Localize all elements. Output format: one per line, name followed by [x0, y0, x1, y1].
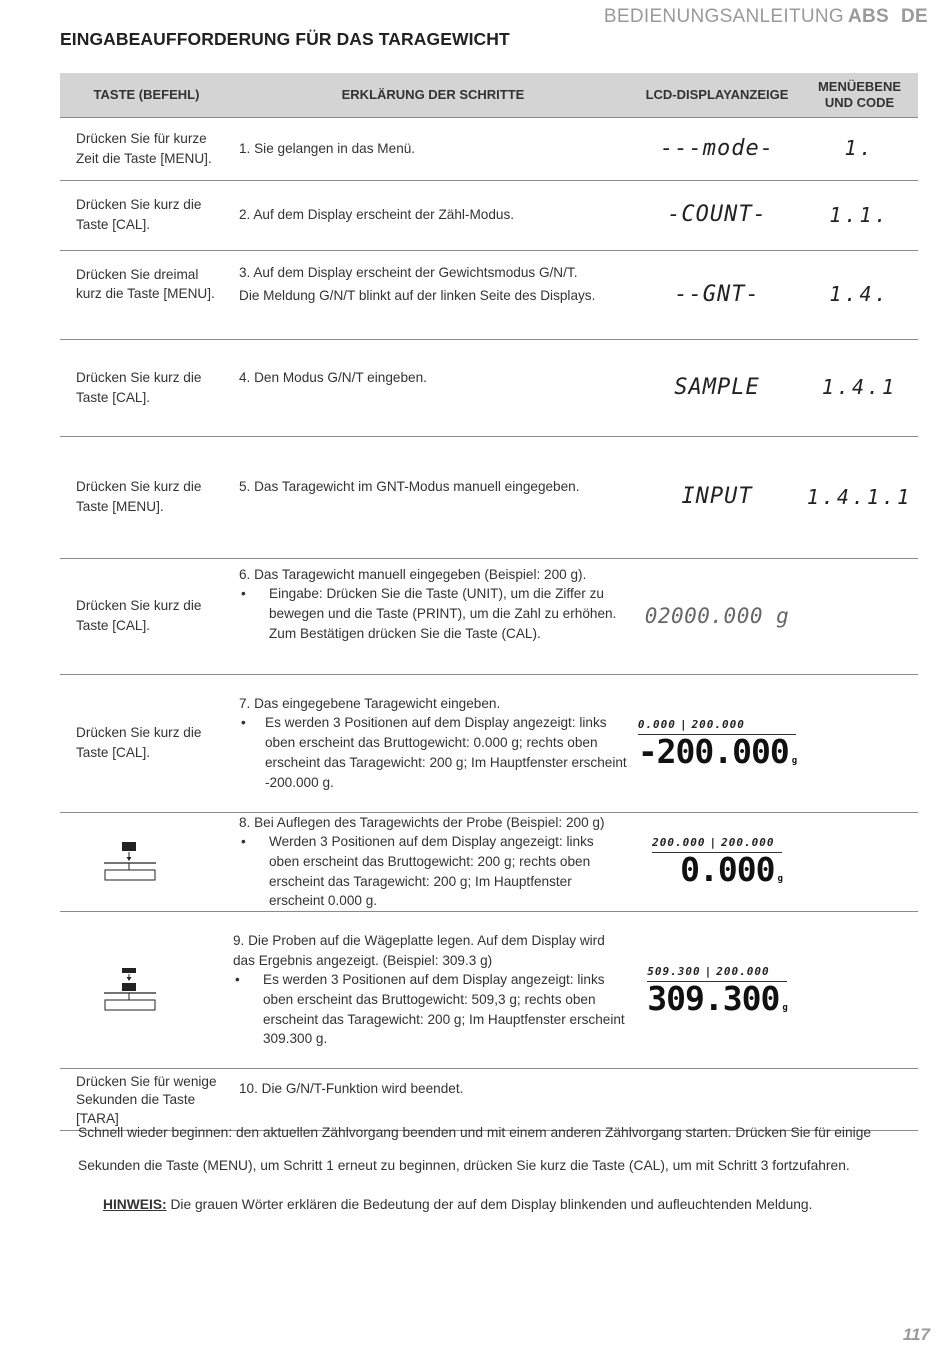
- lcd-main-readout: [652, 850, 782, 890]
- explanation-cell: [233, 117, 633, 180]
- table-row: [60, 912, 918, 1069]
- key-cell: [60, 912, 233, 1069]
- unit-label: g: [782, 1002, 787, 1013]
- code-cell: [801, 674, 918, 812]
- page-title: EINGABEAUFFORDERUNG FÜR DAS TARAGEWICHT: [60, 29, 510, 49]
- lcd-display: ---mode-: [660, 135, 774, 161]
- lcd-cell: [633, 812, 801, 912]
- key-cell: Drücken Sie kurz die Taste [CAL].: [60, 339, 233, 436]
- lcd-cell: [633, 180, 801, 250]
- table-row: [60, 180, 918, 250]
- bullet-item: • Werden 3 Positionen auf dem Display angezeigt: links oben erscheint das Bruttogewicht: 200 g; rechts oben erscheint das Taragewicht: 200 g; Im Hauptfenster erscheint 0.000 g.: [239, 832, 627, 911]
- bullet-item: • Es werden 3 Positionen auf dem Display angezeigt: links oben erscheint das Bruttogewicht: 0.000 g; rechts oben erscheint das Taragewicht: 200 g; Im Hauptfenster erscheint -200.000 g.: [239, 713, 627, 792]
- explanation-cell: [233, 180, 633, 250]
- restart-paragraph: Schnell wieder beginnen: den aktuellen Zählvorgang beenden und mit einem anderen Zählvorgang starten. Drücken Sie für einige Sekunden die Taste (MENU), um Schritt 1 erneut zu beginnen, drücken Sie kurz die Taste (CAL), um mit Schritt 3 fortzufahren.: [78, 1125, 872, 1173]
- bullet-list: [239, 713, 627, 792]
- lcd-cell: [633, 558, 801, 674]
- step-text: Die Meldung G/N/T blinkt auf der linken Seite des Displays.: [239, 288, 596, 304]
- tare-weight: 200.000: [721, 836, 775, 850]
- page-number: 117: [902, 1325, 930, 1344]
- lcd-top-readout: 509.300 | 200.000: [647, 964, 787, 982]
- lcd-cell: [633, 250, 801, 339]
- lcd-top-readout: 0.000 | 200.000: [638, 717, 796, 735]
- main-weight: 0.000: [680, 850, 775, 890]
- key-cell: [60, 812, 233, 912]
- lcd-display: INPUT: [681, 484, 753, 510]
- key-cell: Drücken Sie für kurze Zeit die Taste [MENU].: [60, 117, 233, 180]
- bullet-list: [239, 832, 627, 911]
- step-text: 2. Auf dem Display erscheint der Zähl-Modus.: [239, 207, 515, 223]
- key-cell: Drücken Sie kurz die Taste [CAL].: [60, 558, 233, 674]
- steps-table: [60, 73, 918, 1131]
- menu-code: 1.4.1: [821, 375, 898, 399]
- explanation-cell: [233, 912, 633, 1069]
- lcd-display: SAMPLE: [674, 374, 760, 400]
- explanation-cell: [233, 812, 633, 912]
- lcd-display: --GNT-: [674, 281, 760, 307]
- tare-weight: 200.000: [716, 964, 770, 978]
- code-cell: [801, 558, 918, 674]
- main-weight: -200.000: [637, 731, 789, 771]
- code-cell: [801, 250, 918, 339]
- table-row: [60, 250, 918, 339]
- bullet-list: [233, 970, 627, 1049]
- explanation-cell: [233, 250, 633, 339]
- gross-weight: 0.000: [637, 717, 676, 731]
- step-text: 7. Das eingegebene Taragewicht eingeben.: [239, 695, 501, 711]
- lcd-main-readout: [647, 978, 787, 1018]
- lcd-panel: [652, 835, 782, 888]
- step-text: 1. Sie gelangen in das Menü.: [239, 140, 416, 156]
- note-text: Die grauen Wörter erklären die Bedeutung der auf dem Display blinkenden und aufleuchtenden Meldung.: [170, 1197, 813, 1212]
- bullet-item: • Eingabe: Drücken Sie die Taste (UNIT), um die Ziffer zu bewegen und die Taste (PRINT), um die Zahl zu erhöhen. Zum Bestätigen drücken Sie die Taste (CAL).: [239, 584, 627, 643]
- bullet-list: [239, 584, 627, 643]
- step-text: 3. Auf dem Display erscheint der Gewichtsmodus G/N/T.: [239, 264, 578, 280]
- manual-header: [604, 6, 928, 28]
- lcd-panel: [638, 717, 796, 770]
- table-row: [60, 117, 918, 180]
- main-weight: 309.300: [647, 978, 780, 1018]
- code-cell: [801, 912, 918, 1069]
- gross-weight: 509.300: [647, 964, 701, 978]
- lcd-cell: [633, 912, 801, 1069]
- brand-name: ABS: [847, 6, 889, 27]
- column-header-lcd: LCD-DISPLAYANZEIGE: [633, 73, 801, 117]
- key-cell: Drücken Sie kurz die Taste [CAL].: [60, 180, 233, 250]
- unit-label: g: [791, 755, 797, 766]
- lcd-main-readout: [637, 731, 797, 771]
- lcd-display: 02000.000 g: [644, 603, 790, 628]
- menu-code: 1.4.: [829, 282, 890, 306]
- lcd-top-readout: 200.000 | 200.000: [652, 835, 782, 853]
- language-code: DE: [901, 6, 928, 27]
- key-cell: Drücken Sie dreimal kurz die Taste [MENU].: [60, 250, 233, 339]
- step-text: 9. Die Proben auf die Wägeplatte legen. Auf dem Display wird das Ergebnis angezeigt. (Beispiel: 309.3 g): [233, 932, 605, 968]
- table-row: [60, 339, 918, 436]
- sample-on-pan-icon: [102, 966, 162, 1014]
- key-cell: Drücken Sie kurz die Taste [MENU].: [60, 436, 233, 558]
- step-text: 10. Die G/N/T-Funktion wird beendet.: [239, 1081, 464, 1097]
- tare-on-pan-icon: [102, 840, 162, 884]
- gross-weight: 200.000: [652, 836, 706, 850]
- column-header-code: MENÜEBENE UND CODE: [801, 73, 918, 117]
- table-row: [60, 436, 918, 558]
- menu-code: 1.1.: [829, 202, 890, 227]
- step-text: 5. Das Taragewicht im GNT-Modus manuell eingegeben.: [239, 478, 580, 494]
- code-cell: [801, 180, 918, 250]
- lcd-cell: [633, 117, 801, 180]
- step-text: 4. Den Modus G/N/T eingeben.: [239, 369, 427, 385]
- table-row: [60, 674, 918, 812]
- table-row: [60, 812, 918, 912]
- explanation-cell: [233, 339, 633, 436]
- bullet-item: • Es werden 3 Positionen auf dem Display angezeigt: links oben erscheint das Bruttogewicht: 509,3 g; rechts oben erscheint das Taragewicht: 200 g; Im Hauptfenster erscheint 309.300 g.: [233, 970, 627, 1049]
- table-row: [60, 558, 918, 674]
- step-text: 6. Das Taragewicht manuell eingegeben (Beispiel: 200 g).: [239, 566, 587, 582]
- unit-label: g: [777, 874, 782, 885]
- lcd-display: -COUNT-: [667, 202, 767, 228]
- code-cell: [801, 339, 918, 436]
- lcd-cell: [633, 674, 801, 812]
- explanation-cell: [233, 436, 633, 558]
- lcd-panel: [647, 964, 787, 1017]
- code-cell: [801, 436, 918, 558]
- tare-weight: 200.000: [691, 717, 745, 731]
- code-cell: [801, 812, 918, 912]
- column-header-key: TASTE (BEFEHL): [60, 73, 233, 117]
- explanation-cell: [233, 558, 633, 674]
- code-cell: [801, 117, 918, 180]
- lcd-cell: [633, 436, 801, 558]
- manual-name: BEDIENUNGSANLEITUNG: [603, 6, 844, 27]
- note-label: HINWEIS:: [103, 1197, 167, 1212]
- lcd-cell: [633, 339, 801, 436]
- column-header-explanation: ERKLÄRUNG DER SCHRITTE: [233, 73, 633, 117]
- key-cell: Drücken Sie kurz die Taste [CAL].: [60, 674, 233, 812]
- table-header-row: [60, 73, 918, 117]
- menu-code: 1.: [844, 136, 875, 160]
- step-text: 8. Bei Auflegen des Taragewichts der Probe (Beispiel: 200 g): [239, 814, 605, 830]
- note: [103, 1197, 812, 1212]
- key-cell: Drücken Sie für wenige Sekunden die Taste [TARA]: [60, 1069, 233, 1131]
- explanation-cell: [233, 674, 633, 812]
- menu-code: 1.4.1.1: [806, 484, 913, 509]
